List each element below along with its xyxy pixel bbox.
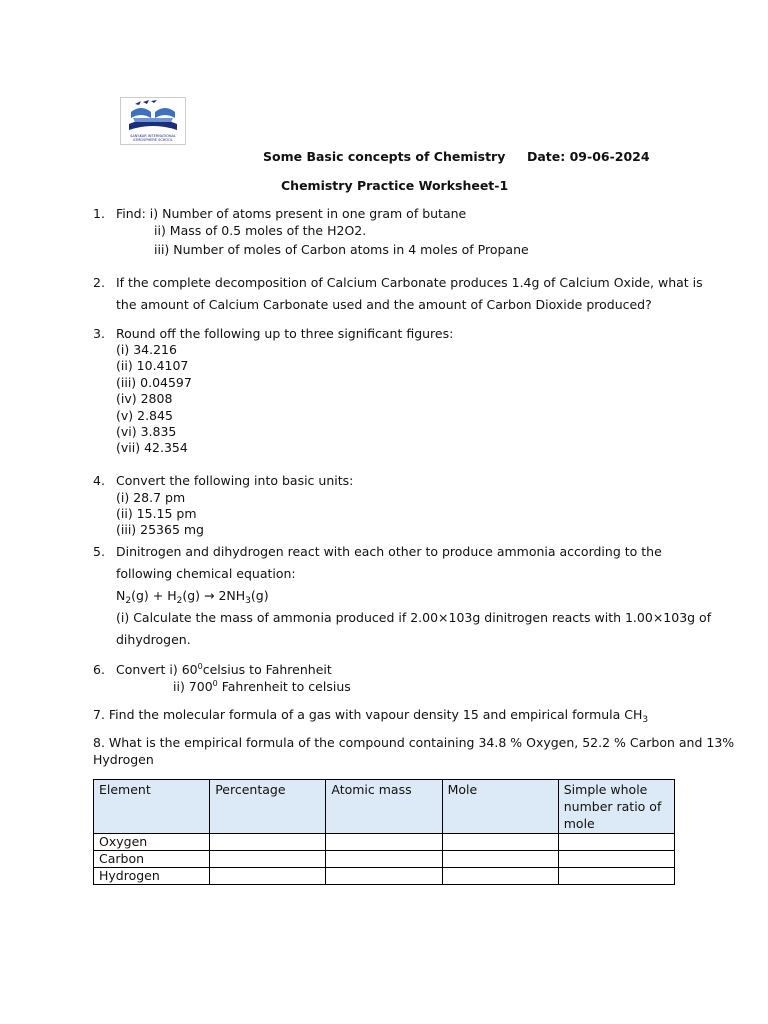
table-header-cell: Atomic mass bbox=[326, 780, 442, 834]
worksheet-date: Date: 09-06-2024 bbox=[527, 149, 650, 164]
question-1-subpart: iii) Number of moles of Carbon atoms in 4 moles of Propane bbox=[154, 242, 529, 257]
question-5-line: (i) Calculate the mass of ammonia produced if 2.00×103g dinitrogen reacts with 1.00×103g of bbox=[116, 610, 712, 625]
question-4-item: (iii) 25365 mg bbox=[116, 522, 204, 537]
question-number: 2. bbox=[93, 275, 105, 290]
worksheet-topic: Some Basic concepts of Chemistry bbox=[263, 149, 506, 164]
table-row bbox=[94, 851, 675, 868]
chemical-equation: $N_2(g) + H_2(g) \to 2NH_3(g)$ bbox=[116, 588, 269, 606]
table-cell bbox=[210, 851, 326, 868]
table-cell bbox=[558, 868, 674, 885]
question-1-subpart: ii) Mass of 0.5 moles of the H2O2. bbox=[154, 223, 367, 238]
question-8-line: Hydrogen bbox=[93, 752, 154, 767]
question-number: 1. bbox=[93, 206, 105, 221]
table-row bbox=[94, 868, 675, 885]
question-2-line: If the complete decomposition of Calcium Carbonate produces 1.4g of Calcium Oxide, what is bbox=[116, 275, 703, 290]
table-cell: Oxygen bbox=[94, 834, 210, 851]
table-header-row bbox=[94, 780, 675, 834]
table-cell bbox=[210, 868, 326, 885]
empirical-formula-table bbox=[93, 779, 675, 885]
table-cell bbox=[442, 868, 558, 885]
table-cell: Carbon bbox=[94, 851, 210, 868]
table-cell bbox=[326, 851, 442, 868]
question-4-stem: Convert the following into basic units: bbox=[116, 473, 354, 488]
table-cell bbox=[558, 834, 674, 851]
question-number: 3. bbox=[93, 326, 105, 341]
table-cell bbox=[210, 834, 326, 851]
question-number: 4. bbox=[93, 473, 105, 488]
table-header-cell: Simple whole number ratio of mole bbox=[558, 780, 674, 834]
question-6-part-b: ii) $700^0$ Fahrenheit to celsius bbox=[173, 679, 351, 694]
table-row bbox=[94, 834, 675, 851]
question-6-part-a: Convert i) $60^0celsius$ to Fahrenheit bbox=[116, 662, 332, 677]
table-header-cell: Element bbox=[94, 780, 210, 834]
question-5-line: dihydrogen. bbox=[116, 632, 191, 647]
question-5-line: Dinitrogen and dihydrogen react with each other to produce ammonia according to the bbox=[116, 544, 662, 559]
table-header-cell: Mole bbox=[442, 780, 558, 834]
question-4-item: (i) 28.7 pm bbox=[116, 490, 186, 505]
question-8-line: 8. What is the empirical formula of the compound containing 34.8 % Oxygen, 52.2 % Carbon and 13% bbox=[93, 735, 735, 750]
worksheet-title: Chemistry Practice Worksheet-1 bbox=[281, 178, 509, 193]
question-3-item: (iii) 0.04597 bbox=[116, 375, 192, 390]
table-cell bbox=[326, 868, 442, 885]
school-logo bbox=[120, 97, 186, 145]
question-3-item: (iv) 2808 bbox=[116, 391, 173, 406]
question-2-line: the amount of Calcium Carbonate used and the amount of Carbon Dioxide produced? bbox=[116, 297, 652, 312]
question-number: 6. bbox=[93, 662, 105, 677]
question-7: 7. Find the molecular formula of a gas with vapour density 15 and empirical formula $CH_3$ bbox=[93, 707, 649, 725]
question-5-line: following chemical equation: bbox=[116, 566, 296, 581]
question-3-item: (ii) 10.4107 bbox=[116, 358, 189, 373]
question-4-item: (ii) 15.15 pm bbox=[116, 506, 197, 521]
question-3-item: (i) 34.216 bbox=[116, 342, 177, 357]
question-number: 5. bbox=[93, 544, 105, 559]
question-3-item: (vi) 3.835 bbox=[116, 424, 177, 439]
table-cell bbox=[442, 834, 558, 851]
table-cell: Hydrogen bbox=[94, 868, 210, 885]
table-cell bbox=[326, 834, 442, 851]
table-cell bbox=[442, 851, 558, 868]
table-cell bbox=[558, 851, 674, 868]
question-3-item: (v) 2.845 bbox=[116, 408, 173, 423]
question-1-line: Find: i) Number of atoms present in one gram of butane bbox=[116, 206, 467, 221]
table-header-cell: Percentage bbox=[210, 780, 326, 834]
logo-caption: SANSKAR INTERNATIONAL ATMOSPHERE SCHOOL bbox=[130, 134, 176, 142]
question-3-item: (vii) 42.354 bbox=[116, 440, 188, 455]
question-3-stem: Round off the following up to three significant figures: bbox=[116, 326, 454, 341]
